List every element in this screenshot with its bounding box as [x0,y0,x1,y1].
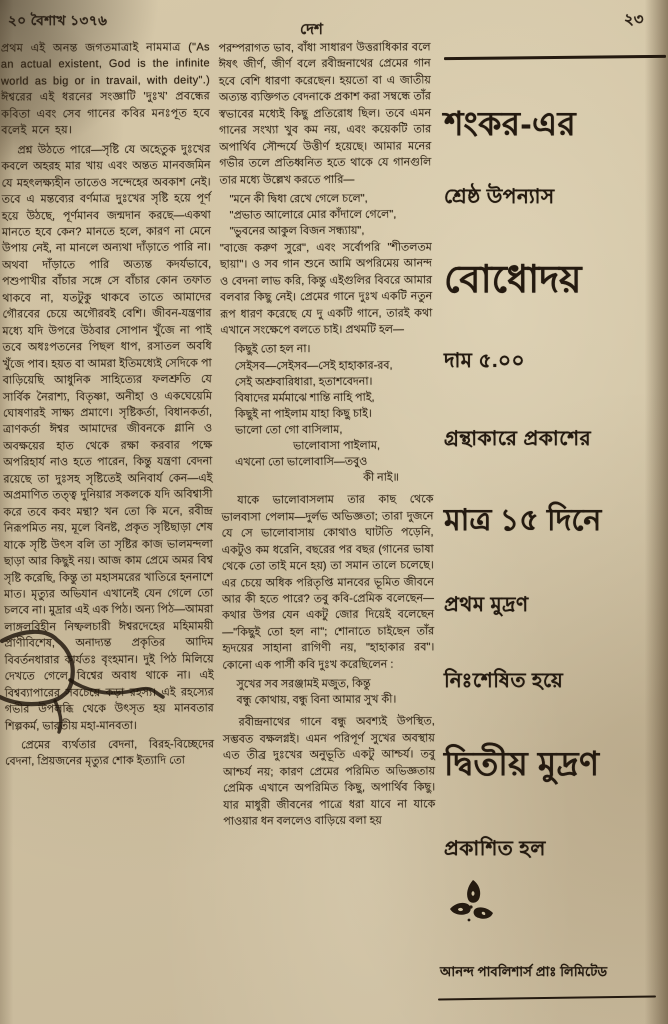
ad-line: প্রথম মুদ্রণ [444,594,529,616]
masthead: দেশ [300,21,323,38]
song-title-line: "মনে কী দ্বিধা রেখে গেলে চলে", [229,192,368,206]
paragraph: প্রেমের ব্যর্থতার বেদনা, বিরহ-বিচ্ছেদের বেদনা, প্রিয়জনের মৃত্যুর শোক ইত্যাদি তো [5,738,215,769]
trefoil-ornament-icon [446,876,498,932]
verse-line: কিছুই না পাইলাম যাহা কিছু চাই। [234,407,372,421]
middle-text-column [219,39,436,833]
verse-line: এখনো তো ভালোবাসি—তবুও [235,455,368,469]
song-verse [234,341,433,487]
verse-line: সুখের সব সরঞ্জামই মজুত, কিন্তু [236,677,371,691]
verse-line: ভালোবাসা পাইলাম, [293,439,381,453]
ad-bottom-rule [438,995,656,1000]
ad-line: মাত্র ১৫ দিনে [444,504,602,537]
verse-line: ভালো তো গো বাসিলাম, [234,423,343,437]
verse-line: সেই অশ্রুবারিধারা, হতাশবেদনা। [234,375,373,389]
ad-subtitle: শ্রেষ্ঠ উপন্যাস [444,186,555,208]
verse-line: বিষাদের মর্মমাঝে শান্তি নাহি পাই, [234,391,375,405]
verse-line: বন্ধু কোথায়, বন্ধু বিনা আমার সুখ কী। [236,693,397,707]
song-title-line: "প্রভাত আলোরে মোর কাঁদালে গেলে", [229,208,397,222]
song-title-line: "ভুবনের আকুল বিজন সন্ধ্যায়", [229,225,365,239]
ad-author: শংকর-এর [444,105,577,142]
paragraph: প্রথম এই অনন্ত জগতমাত্রাই নামমাত্র ("As an actual existent, God is the infinite world as big or in travail, with deity".) ঈশ্বরের এই ধরনের সংজ্ঞাটি 'দুঃখ' প্রবন্ধের কবিতা এবং সেব গানের কবির মনঃপূত হবে বলেই মনে হয়। [0,41,211,137]
verse-line: কী নাই॥ [363,471,399,484]
paragraph: প্রশ্ন উঠতে পারে—সৃষ্টি যে অহেতুক দুঃখের কবলে অহরহ মার খায় এবং অন্তত মানবজমিন যে মহৎলক্ষ্যহীন তাতেও সন্দেহের অবকাশ নেই। তবে এ মন্তব্যের বর্ণমাত্র দুঃখের সৃষ্টি হয়ে পূর্ণ হয়ে উঠছে, পূর্ণমানব জন্মদান করছে—একথা মানতে হবে কেন? মানতে হলে, কারণ না মেনে উপায় নেই, না মানলে অন্যথা দাঁড়াতে পারি না। অথবা দাঁড়াতে পারি অত্যন্ত কদর্যভাবে, পশুপাখীর বাঁচার সঙ্গে সে বাঁচার কোন তফাত থাকবে না, যতটুকু থাকবে তাতে আমাদের গৌরবের চেয়ে অগৌরবই বেশি। জীবন-যন্ত্রণার মধ্যে যদি উপরে উঠবার সোপান খুঁজে না পাই তবে অধঃপতনের পিছল ধাপ, রসাতল অবধি খুঁজে পাব। হয়ত বা আমরা ইতিমধ্যেই সেদিকে পা বাড়িয়েছি আধুনিক সাহিত্যের ফলশ্রুতি যে সার্বিক নৈরাশ্য, বিতৃষ্ণা, অনীহা ও একঘেয়েমি ঘোষণারই সাক্ষ্য প্রমাণে। সৃষ্টিকর্তা, বিধানকর্তা, ত্রাণকর্তা ঈশ্বর আমাদের জীবনকে গ্লানি ও অবক্ষয়ের হাত থেকে রক্ষা করবার পক্ষে অপরিহার্য নাও হতে পারেন, কিন্তু যন্ত্রণা বেদনা রয়েছে তা দুঃসহ সৃষ্টিতেই অনিবার্য কেন—এই অপ্রমাণিত তত্ত্ব দুনিয়ার সকলকে যদি অবিশ্বাসী করে তবে কবং মন্থা? খন তো কি মনে, রবীন্দ্র নিরূপমিত নয়, মূলে বিনষ্ট, প্রকৃত সৃষ্টিছাড়া শেষ যাকে সৃষ্টি উৎস বলি তা সৃষ্টির কাজ ভালমন্দলা ছাড়া আর কিছুই নয়। আজ কাম প্রেমে অমর বিশ্ব সৃষ্টি করেছি, কিন্তু তা মহাসমরের খাতিরে হননাশে মাত। মৃত্যুর অভিযান এখানেই যেন গেলে তো চলবে না। মুদ্রার এই এক পিঠ। অন্য পিঠ—আমরা লাঙ্গলবিহীন নিষ্ফলচারী ঈশ্বরদেহের মহিমাময়ী প্রাণীবিশেষ, অনাদ্যন্ত প্রকৃতির আদিম বিবর্তনধারার কার্যতঃ বৃংহমান। দুই পিঠ মিলিয়ে দেখতে গেলে বিশ্বের অবাধ থাকে না। এই বিশ্বব্যাপারের সবচেয়ে কড়া রহস্য। এই রহস্যের গভীর উপলব্ধি থেকে উৎসৃত হয় মানবতার শিল্পকর্ম, ভারতীয় মহা-মানবতা। [1,143,214,733]
couplet [236,676,434,709]
paragraph: যাকে ভালোবাসলাম তার কাছ থেকে ভালবাসা পেলাম—দুর্লভ অভিজ্ঞতা; তারা দুজনে যে সে ভালোবাসায় কোথাও ঘাটতি পড়েনি, একটুও কম ধরেনি, বছরের পর বছর (গানের ভাষা থেকে তো তাই মনে হয়) তা সমান তালে চলেছে। এর চেয়ে অধিক পরিতৃপ্তি মানবের ভূমিত জীবনে আর কী হতে পারে? তবু কবি-প্রেমিক বলেছেন—কথার উপর যেন একটু জোর দিয়েই বলেছেন—"কিছুই তো হল না"; শোনাতে চাইছেন তাঁর হৃদয়ের সাহানা রাগিণী নয়, "হাহাকার রব"। কোনো এক পার্সী কবি দুঃখ করেছিলেন : [221,493,435,672]
page-number: ২৩ [624,11,644,28]
paragraph: পরম্পরাগত ভাব, বাঁধা সাধারণ উত্তরাধিকার বলে ঈষৎ জীর্ণ, জীর্ণ বলে রবীন্দ্রনাথের প্রেমের গান হবে বেশি ধারণা করেছেন। হয়তো বা এ জাতীয় অত্যন্ত ব্যক্তিগত বেদনাকে প্রকাশ করা সম্বন্ধে তাঁর স্বভাবের মধ্যেই কিছু প্রতিরোধ ছিল। তবে এমন গানের সংখ্যা খুব কম নয়, এবং কয়েকটি তার অপার্থিব সৌন্দর্যে উত্তীর্ণ হয়েছে। আমার মনের গভীর তলে প্রতিধ্বনিত হতে থাকে যে গানগুলি তার মধ্যে উল্লেখ করতে পারি— [218,41,432,187]
left-text-column [1,39,214,773]
paragraph: রবীন্দ্রনাথের গানে বন্ধু অবশ্যই উপস্থিত, সম্ভবত বক্ষলগ্নই। এমন পরিপূর্ণ সুখের অবস্থায় এত তীব্র দুঃখের অনুভূতি একটু আশ্চর্য। তবু আশ্চর্য নয়; কারণ প্রেমের পরিমিত অভিজ্ঞতায় প্রেমিক এখানে অপরিমিত কিছু, অপার্থিব কিছু। যার মাধুরী জীবনের পাত্রে ধরা যাবে না যাকে পাওয়ার ধন বললেও বাড়িয়ে বলা হয় [222,715,436,828]
ad-line: প্রকাশিত হল [444,838,546,860]
ad-line: নিঃশেষিত হয়ে [444,670,564,692]
ad-top-rule [444,55,666,60]
paragraph: "বাজে করুণ সুরে", এবং সর্বোপরি "শীতলতম ছায়া"। ও সব গান শুনে আমি অপরিমেয় আনন্দ ও বেদনা লাভ করি, কিন্তু এইগুলির বিবরে আমার বলবার কিছু নেই। প্রেমের গানে দুঃখ একটি নতুন রূপ ধারণ করেছে যে দু একটি গানে, তারই কথা এখানে সংক্ষেপে বলতে চাই। প্রথমটি হল— [219,241,433,337]
issue-date: ২০ বৈশাখ ১৩৭৬ [8,13,108,28]
ad-book-title: বোধোদয় [444,259,582,301]
verse-line: সেইসব—সেইসব—সেই হাহাকার-রব, [234,359,393,373]
ad-line: দ্বিতীয় মুদ্রণ [444,745,600,782]
ad-price: দাম ৫.০০ [444,350,526,372]
ad-line: গ্রন্থাকারে প্রকাশের [444,428,592,450]
verse-line: কিছুই তো হল না। [234,343,311,356]
publisher-line: আনন্দ পাবলিশার্স প্রাঃ লিমিটেড [440,964,608,979]
